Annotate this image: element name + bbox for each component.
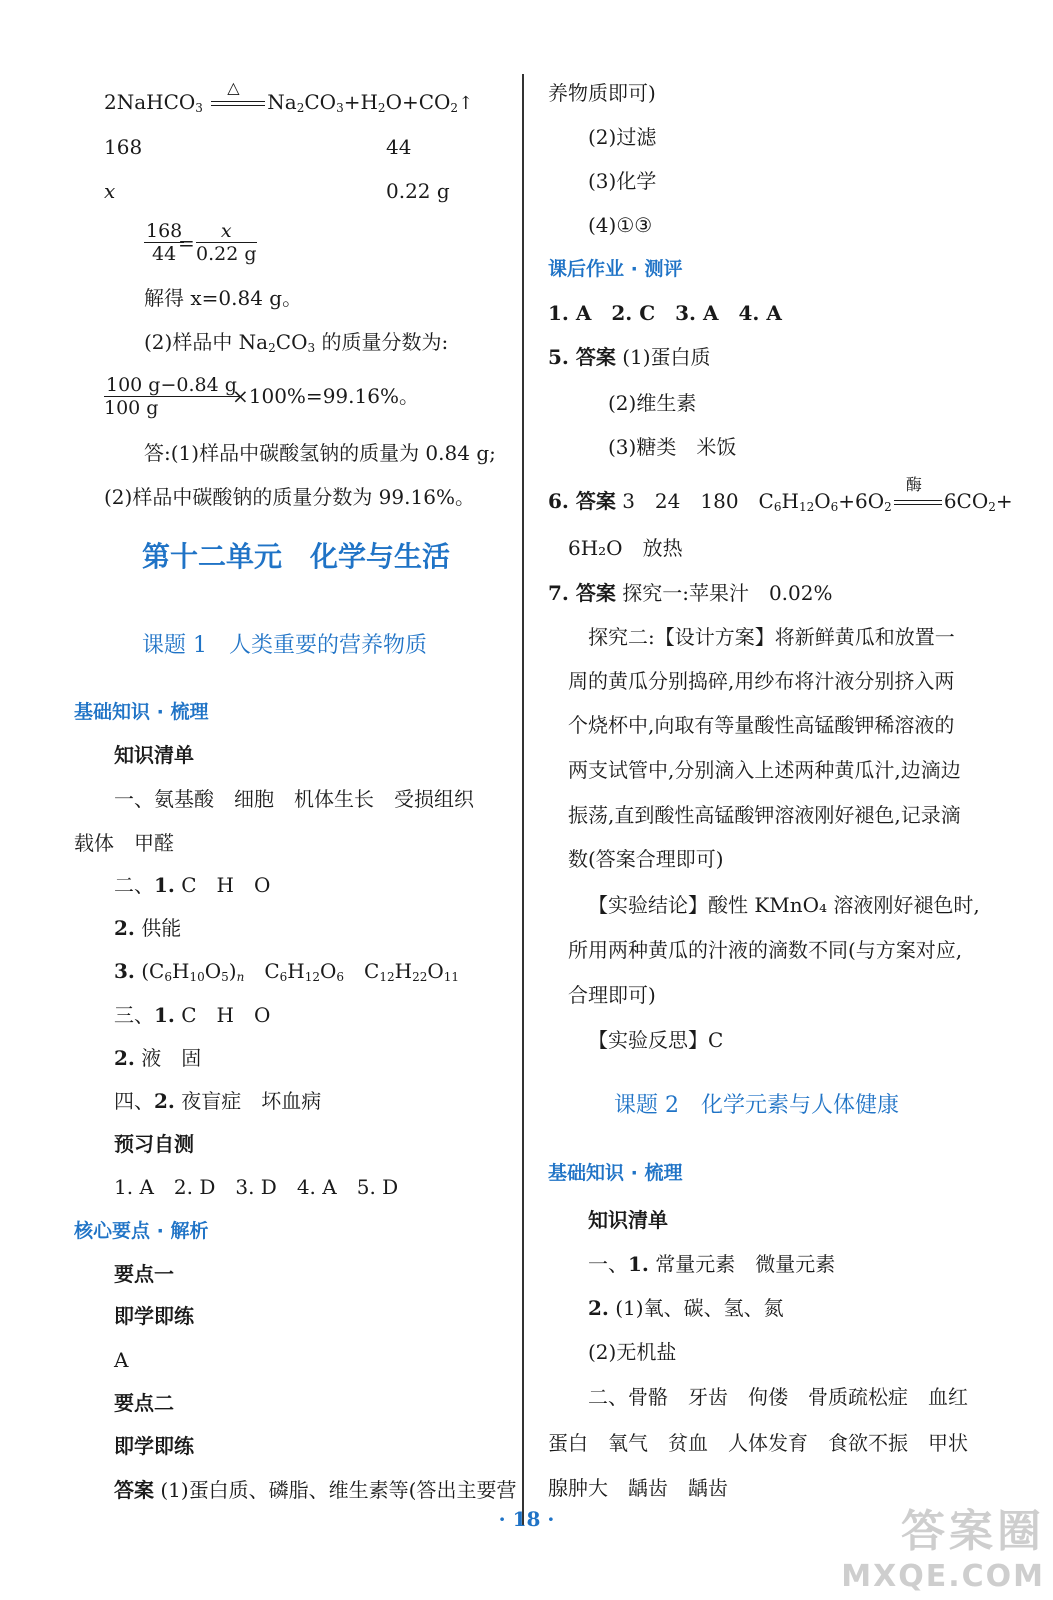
q7-plan-4: 两支试管中,分别滴入上述两种黄瓜汁,边滴边 — [568, 758, 961, 782]
q6-line-1: 6. 答案 3 24 180 $C_6H_{12}O_6+6O_2$ 酶 $6CO_2+$ — [548, 488, 1013, 520]
practice-2-answer: 答案 (1)蛋白质、磷脂、维生素等(答出主要营 — [114, 1478, 517, 1502]
q7-line-1: 7. 答案 探究一:苹果汁 0.02% — [548, 581, 833, 605]
chemical-equation: 2NaHCO$_3$ △ $Na_2CO_3+H_2O+CO_2↑$ — [104, 89, 473, 121]
answer-3: (3)化学 — [588, 169, 657, 193]
knowledge-line-8: 四、2. 夜盲症 坏血病 — [114, 1089, 322, 1113]
unknown-x: x — [104, 179, 116, 203]
q7-conclusion-1: 【实验结论】酸性 KMnO₄ 溶液刚好褪色时, — [588, 893, 980, 917]
knowledge-line-6: 三、1. C H O — [114, 1003, 271, 1027]
knowledge-list-title: 知识清单 — [114, 743, 194, 767]
q7-conclusion-2: 所用两种黄瓜的汁液的滴数不同(与方案对应, — [568, 938, 963, 962]
section-basic-knowledge-2: 基础知识 · 梳理 — [548, 1162, 683, 1184]
k2-line-3: (2)无机盐 — [588, 1340, 677, 1364]
q7-plan-6: 数(答案合理即可) — [568, 847, 724, 871]
knowledge-line-7: 2. 液 固 — [114, 1046, 202, 1070]
molar-mass-nahco3: 168 — [104, 135, 143, 159]
answer-line-1: 答:(1)样品中碳酸氢钠的质量为 0.84 g; — [144, 441, 496, 465]
k2-line-6: 腺肿大 龋齿 龋齿 — [548, 1476, 728, 1500]
unit-title: 第十二单元 化学与生活 — [142, 540, 451, 573]
q5-line-2: (2)维生素 — [608, 391, 697, 415]
pre-test-title: 预习自测 — [114, 1132, 194, 1156]
q5-line-1: 5. 答案 (1)蛋白质 — [548, 345, 711, 369]
section-core-points: 核心要点 · 解析 — [74, 1220, 209, 1242]
q7-plan-2: 周的黄瓜分别捣碎,用纱布将汁液分别挤入两 — [568, 669, 955, 693]
equals-sign: = — [178, 231, 195, 255]
heat-symbol: △ — [227, 78, 240, 97]
section-homework: 课后作业 · 测评 — [548, 258, 683, 280]
q7-plan-3: 个烧杯中,向取有等量酸性高锰酸钾稀溶液的 — [568, 713, 955, 737]
pre-test-answers: 1. A 2. D 3. D 4. A 5. D — [114, 1175, 399, 1199]
knowledge-line-5: 3. $(C_6H_{10}O_5)_n$ $C_6H_{12}O_6$ $C_{12}H_{22}O_{11}$ — [114, 959, 460, 984]
knowledge-list-title-2: 知识清单 — [588, 1208, 668, 1232]
q7-conclusion-3: 合理即可) — [568, 983, 656, 1007]
key-point-2: 要点二 — [114, 1391, 174, 1415]
answer-line-2: (2)样品中碳酸钠的质量分数为 99.16%。 — [104, 485, 475, 509]
k2-line-1: 一、1. 常量元素 微量元素 — [588, 1252, 836, 1276]
practice-1-title: 即学即练 — [114, 1304, 194, 1328]
answer-2: (2)过滤 — [588, 125, 657, 149]
q7-reflection: 【实验反思】C — [588, 1028, 724, 1052]
k2-line-4: 二、骨骼 牙齿 佝偻 骨质疏松症 血红 — [588, 1385, 968, 1409]
q7-plan-1: 探究二:【设计方案】将新鲜黄瓜和放置一 — [588, 625, 955, 649]
k2-line-2: 2. (1)氧、碳、氢、氮 — [588, 1296, 784, 1320]
eq-arrow — [209, 78, 267, 115]
key-point-1: 要点一 — [114, 1262, 174, 1286]
homework-answers-1-4: 1. A 2. C 3. A 4. A — [548, 301, 782, 325]
k2-line-5: 蛋白 氧气 贫血 人体发育 食欲不振 甲状 — [548, 1431, 968, 1455]
column-divider — [522, 74, 524, 1526]
mass-fraction-result: ×100%=99.16%。 — [232, 384, 419, 408]
solution-line: 解得 x=0.84 g。 — [144, 286, 303, 310]
q2-line: (2)样品中 $Na_2CO_3$ 的质量分数为: — [144, 330, 449, 355]
section-basic-knowledge: 基础知识 · 梳理 — [74, 701, 209, 723]
q5-line-3: (3)糖类 米饭 — [608, 435, 737, 459]
enzyme-arrow — [892, 475, 944, 514]
molar-mass-co2: 44 — [386, 135, 412, 159]
knowledge-line-1: 一、氨基酸 细胞 机体生长 受损组织 — [114, 787, 474, 811]
co2-mass: 0.22 g — [386, 179, 450, 203]
knowledge-line-4: 2. 供能 — [114, 916, 182, 940]
q6-line-2: 6H₂O 放热 — [568, 536, 683, 560]
eq-reactant: 2NaHCO — [104, 90, 196, 114]
knowledge-line-2: 载体 甲醛 — [74, 831, 174, 855]
gas-arrow-icon: ↑ — [458, 93, 474, 114]
lesson-2-title: 课题 2 化学元素与人体健康 — [614, 1093, 899, 1118]
practice-1-answer: A — [114, 1348, 129, 1372]
enzyme-label: 酶 — [905, 475, 922, 494]
proportion-left: $\frac{168}{44}$ — [146, 220, 183, 265]
proportion-right: $\frac{x}{0.22 g}$ — [196, 220, 257, 265]
mass-fraction-calc: $\frac{100 g-0.84 g}{100 g}$ — [104, 374, 237, 419]
continued-line: 养物质即可) — [548, 81, 656, 105]
page-number: · 18 · — [498, 1507, 555, 1531]
practice-2-title: 即学即练 — [114, 1434, 194, 1458]
lesson-1-title: 课题 1 人类重要的营养物质 — [142, 633, 427, 658]
q7-plan-5: 振荡,直到酸性高锰酸钾溶液刚好褪色,记录滴 — [568, 803, 961, 827]
answer-4: (4)①③ — [588, 213, 653, 237]
watermark-logo: 答案圈 MXQE.COM — [841, 1506, 1045, 1594]
knowledge-line-3: 二、1. C H O — [114, 873, 271, 897]
